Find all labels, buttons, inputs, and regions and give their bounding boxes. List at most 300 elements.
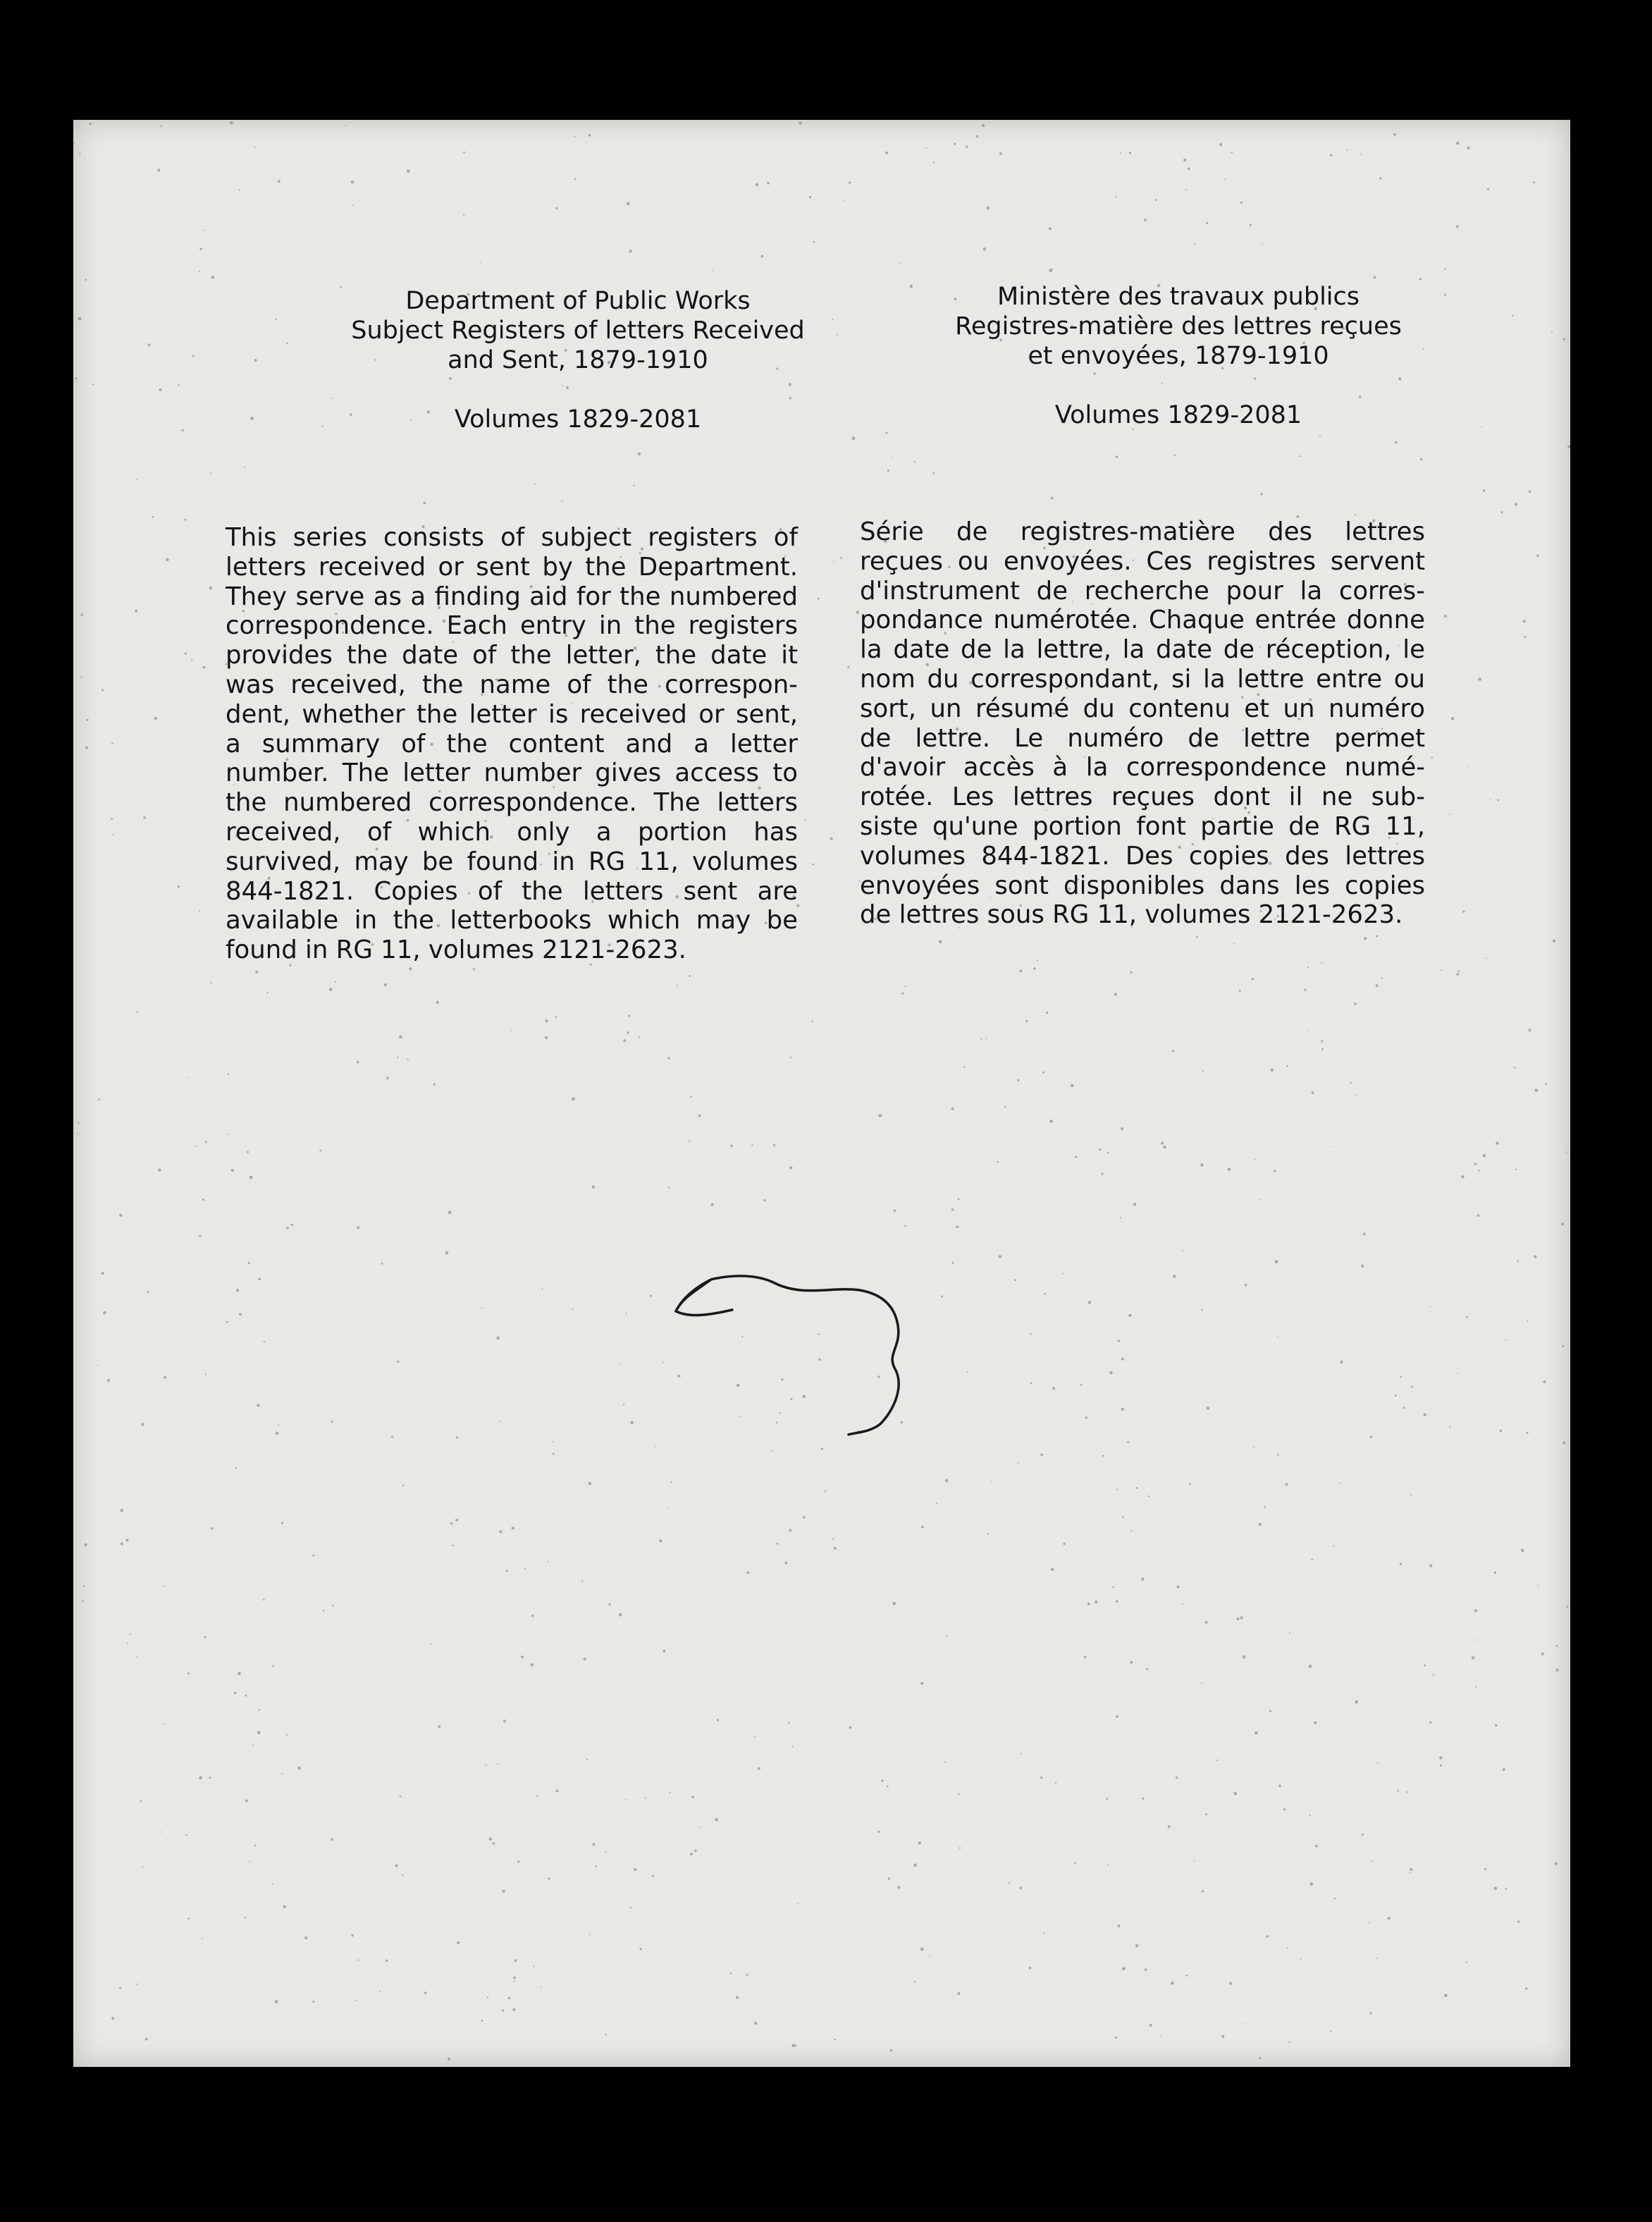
paper-speck bbox=[1207, 1406, 1210, 1410]
paper-speck bbox=[634, 1868, 636, 1871]
paper-speck bbox=[1498, 799, 1500, 802]
paper-speck bbox=[119, 1214, 122, 1217]
paper-speck bbox=[1314, 1721, 1317, 1724]
paper-speck bbox=[160, 125, 161, 127]
paper-speck bbox=[1200, 1163, 1203, 1166]
paper-speck bbox=[628, 1014, 630, 1017]
french-header bbox=[896, 282, 1460, 430]
paper-speck bbox=[1084, 1656, 1086, 1658]
paper-speck bbox=[951, 1208, 954, 1210]
paper-speck bbox=[1221, 2035, 1224, 2038]
paper-speck bbox=[506, 1570, 508, 1572]
paper-speck bbox=[1562, 1345, 1564, 1347]
paper-speck bbox=[1334, 1898, 1336, 1900]
paper-speck bbox=[1021, 1753, 1022, 1755]
paper-speck bbox=[548, 1877, 550, 1879]
paper-speck bbox=[958, 1793, 960, 1796]
paper-speck bbox=[630, 1421, 634, 1425]
paper-speck bbox=[384, 983, 387, 986]
paper-speck bbox=[1286, 1065, 1288, 1067]
paper-speck bbox=[1563, 338, 1565, 340]
paper-speck bbox=[987, 1533, 989, 1535]
paper-speck bbox=[730, 1145, 733, 1148]
paper-speck bbox=[85, 279, 87, 281]
paper-speck bbox=[119, 1987, 121, 1989]
paper-speck bbox=[235, 1467, 238, 1469]
paper-speck bbox=[157, 168, 160, 171]
paper-speck bbox=[1505, 1339, 1507, 1341]
paper-speck bbox=[1176, 1776, 1178, 1779]
paper-speck bbox=[1515, 1169, 1517, 1170]
french-body-line: d'instrument de recherche pour la corres- bbox=[860, 576, 1425, 606]
paper-speck bbox=[355, 2000, 357, 2001]
paper-speck bbox=[1044, 1293, 1046, 1295]
paper-speck bbox=[541, 1289, 543, 1290]
paper-speck bbox=[920, 1948, 924, 1951]
paper-speck bbox=[402, 1874, 403, 1876]
paper-speck bbox=[1481, 426, 1482, 428]
paper-speck bbox=[885, 152, 888, 154]
paper-speck bbox=[1315, 1845, 1318, 1848]
paper-speck bbox=[1444, 615, 1447, 618]
paper-speck bbox=[958, 1992, 961, 1995]
document-page bbox=[73, 120, 1570, 2067]
paper-speck bbox=[1274, 1170, 1276, 1172]
paper-speck bbox=[481, 2020, 483, 2022]
paper-speck bbox=[689, 975, 691, 977]
paper-speck bbox=[1494, 1886, 1498, 1890]
paper-speck bbox=[397, 1361, 399, 1363]
paper-speck bbox=[263, 1599, 265, 1601]
paper-speck bbox=[811, 1021, 813, 1023]
french-body-line: la date de la lettre, la date de réception, le bbox=[860, 635, 1425, 665]
paper-speck bbox=[1205, 1621, 1208, 1623]
paper-speck bbox=[1462, 911, 1465, 913]
paper-speck bbox=[754, 2022, 757, 2025]
paper-speck bbox=[645, 1797, 646, 1798]
paper-speck bbox=[286, 1227, 288, 1229]
paper-speck bbox=[677, 985, 678, 986]
paper-speck bbox=[1307, 1031, 1308, 1033]
paper-speck bbox=[228, 1073, 230, 1075]
paper-speck bbox=[291, 1224, 294, 1227]
paper-speck bbox=[1183, 159, 1186, 161]
paper-speck bbox=[1116, 1715, 1118, 1718]
paper-speck bbox=[1172, 1050, 1174, 1052]
french-body-line: siste qu'une portion font partie de RG 11, bbox=[860, 811, 1425, 841]
paper-speck bbox=[195, 1146, 197, 1147]
paper-speck bbox=[450, 1522, 453, 1525]
paper-speck bbox=[785, 1561, 788, 1564]
paper-speck bbox=[1515, 503, 1517, 505]
paper-speck bbox=[555, 207, 557, 209]
paper-speck bbox=[1130, 1530, 1132, 1532]
paper-speck bbox=[1379, 177, 1381, 179]
paper-speck bbox=[777, 1543, 779, 1545]
paper-speck bbox=[351, 1934, 353, 1936]
paper-speck bbox=[1106, 1798, 1108, 1800]
paper-speck bbox=[983, 247, 987, 251]
paper-speck bbox=[400, 1796, 402, 1798]
english-header-line: and Sent, 1879-1910 bbox=[448, 346, 708, 374]
paper-speck bbox=[209, 587, 212, 589]
paper-speck bbox=[1543, 1380, 1546, 1383]
paper-speck bbox=[1130, 971, 1132, 974]
paper-speck bbox=[627, 1031, 629, 1033]
paper-speck bbox=[1300, 1958, 1301, 1960]
paper-speck bbox=[763, 1199, 765, 1201]
paper-speck bbox=[158, 1168, 161, 1172]
paper-speck bbox=[1071, 1084, 1074, 1088]
paper-speck bbox=[843, 200, 844, 202]
paper-speck bbox=[629, 251, 631, 252]
paper-speck bbox=[1278, 1784, 1281, 1787]
paper-speck bbox=[455, 1518, 458, 1521]
paper-speck bbox=[239, 190, 240, 191]
french-header-line: Ministère des travaux publics bbox=[997, 283, 1360, 311]
paper-speck bbox=[1196, 936, 1198, 938]
paper-speck bbox=[1085, 1417, 1087, 1419]
paper-speck bbox=[249, 1860, 251, 1862]
paper-speck bbox=[849, 1726, 852, 1729]
paper-speck bbox=[164, 1724, 165, 1725]
paper-speck bbox=[1224, 178, 1226, 180]
paper-speck bbox=[986, 1038, 987, 1040]
paper-speck bbox=[234, 1692, 237, 1695]
paper-speck bbox=[496, 1337, 500, 1340]
paper-speck bbox=[639, 1948, 641, 1950]
paper-speck bbox=[1194, 1860, 1195, 1862]
paper-speck bbox=[933, 472, 935, 474]
paper-speck bbox=[1271, 1069, 1274, 1072]
paper-speck bbox=[939, 940, 942, 944]
paper-speck bbox=[407, 169, 410, 173]
paper-speck bbox=[514, 1959, 517, 1962]
paper-speck bbox=[958, 1198, 960, 1201]
paper-speck bbox=[956, 1225, 958, 1228]
paper-speck bbox=[329, 988, 333, 991]
paper-speck bbox=[698, 1115, 701, 1117]
paper-speck bbox=[1240, 202, 1243, 204]
paper-speck bbox=[357, 1061, 359, 1064]
paper-speck bbox=[211, 1527, 214, 1530]
french-body-line: rotée. Les lettres reçues dont il ne sub- bbox=[860, 782, 1425, 812]
paper-speck bbox=[1521, 1549, 1524, 1552]
paper-speck bbox=[121, 1509, 124, 1513]
paper-speck bbox=[521, 1656, 524, 1659]
paper-speck bbox=[572, 1308, 573, 1310]
paper-speck bbox=[1355, 1700, 1359, 1704]
english-body-line: This series consists of subject registers of bbox=[226, 523, 798, 552]
paper-speck bbox=[205, 1141, 207, 1143]
paper-speck bbox=[335, 981, 336, 983]
paper-speck bbox=[1142, 1798, 1144, 1800]
paper-speck bbox=[888, 1877, 890, 1879]
paper-speck bbox=[78, 1122, 80, 1124]
paper-speck bbox=[1562, 1442, 1565, 1444]
paper-speck bbox=[1529, 1029, 1531, 1031]
paper-speck bbox=[1182, 1603, 1183, 1604]
paper-speck bbox=[487, 1996, 488, 1998]
paper-speck bbox=[272, 1665, 274, 1667]
paper-speck bbox=[1261, 493, 1263, 495]
paper-speck bbox=[257, 1731, 261, 1734]
paper-speck bbox=[81, 677, 82, 678]
paper-speck bbox=[255, 971, 258, 974]
paper-speck bbox=[1109, 1371, 1112, 1374]
paper-speck bbox=[754, 1736, 756, 1738]
paper-speck bbox=[572, 1097, 575, 1100]
paper-speck bbox=[966, 145, 968, 148]
paper-speck bbox=[1121, 1127, 1123, 1130]
paper-speck bbox=[166, 558, 169, 562]
paper-speck bbox=[1289, 1633, 1290, 1634]
paper-speck bbox=[894, 1210, 896, 1213]
paper-speck bbox=[510, 1030, 512, 1031]
paper-speck bbox=[1206, 222, 1208, 224]
paper-speck bbox=[1370, 1436, 1372, 1438]
paper-speck bbox=[245, 1917, 246, 1918]
paper-speck bbox=[699, 1827, 701, 1828]
french-body-line: nom du correspondant, si la lettre entre ou bbox=[860, 664, 1425, 694]
paper-speck bbox=[830, 837, 833, 840]
paper-speck bbox=[275, 319, 276, 320]
paper-speck bbox=[920, 1682, 923, 1685]
paper-speck bbox=[407, 1059, 409, 1060]
english-header bbox=[296, 286, 860, 434]
paper-speck bbox=[1556, 1669, 1559, 1671]
paper-speck bbox=[1289, 2042, 1290, 2043]
paper-speck bbox=[395, 1865, 398, 1867]
paper-speck bbox=[448, 1211, 452, 1215]
paper-speck bbox=[662, 1650, 665, 1652]
paper-speck bbox=[639, 1036, 640, 1038]
paper-speck bbox=[799, 122, 802, 125]
paper-speck bbox=[1304, 989, 1306, 991]
paper-speck bbox=[788, 1722, 790, 1724]
french-body-line: envoyées sont disponibles dans les copies bbox=[860, 871, 1425, 900]
paper-speck bbox=[164, 1376, 166, 1379]
paper-speck bbox=[103, 1311, 106, 1315]
paper-speck bbox=[424, 1991, 427, 1994]
paper-speck bbox=[555, 1016, 557, 1018]
paper-speck bbox=[834, 1547, 837, 1549]
paper-speck bbox=[545, 1019, 548, 1022]
paper-speck bbox=[670, 1792, 671, 1793]
paper-speck bbox=[1255, 1159, 1256, 1160]
paper-speck bbox=[77, 1134, 78, 1135]
paper-speck bbox=[205, 1373, 207, 1375]
paper-speck bbox=[936, 1502, 937, 1504]
paper-speck bbox=[1364, 937, 1367, 940]
paper-speck bbox=[226, 1321, 228, 1323]
paper-speck bbox=[1354, 1002, 1357, 1005]
paper-speck bbox=[1376, 984, 1379, 987]
paper-speck bbox=[1129, 152, 1131, 154]
paper-speck bbox=[202, 1938, 203, 1939]
paper-speck bbox=[278, 1424, 279, 1425]
paper-speck bbox=[1381, 977, 1383, 978]
paper-speck bbox=[199, 910, 200, 911]
paper-speck bbox=[1234, 943, 1235, 945]
paper-speck bbox=[1309, 1664, 1312, 1668]
paper-speck bbox=[1128, 1314, 1131, 1317]
paper-speck bbox=[83, 1585, 85, 1588]
paper-speck bbox=[431, 1643, 432, 1645]
paper-speck bbox=[892, 1602, 896, 1605]
paper-speck bbox=[1040, 1454, 1043, 1456]
paper-speck bbox=[535, 484, 536, 485]
paper-speck bbox=[710, 1203, 713, 1206]
paper-speck bbox=[605, 2034, 607, 2035]
paper-speck bbox=[391, 1436, 393, 1438]
paper-speck bbox=[87, 719, 89, 721]
paper-speck bbox=[1050, 269, 1053, 271]
paper-speck bbox=[499, 1530, 502, 1533]
paper-speck bbox=[463, 214, 464, 216]
paper-speck bbox=[914, 461, 916, 462]
paper-speck bbox=[1148, 1495, 1149, 1497]
paper-speck bbox=[147, 1291, 149, 1293]
paper-speck bbox=[655, 1446, 656, 1447]
paper-speck bbox=[1283, 1808, 1286, 1810]
paper-speck bbox=[187, 1917, 190, 1920]
paper-speck bbox=[137, 1011, 139, 1013]
paper-speck bbox=[245, 1695, 247, 1697]
paper-speck bbox=[75, 377, 77, 379]
paper-speck bbox=[541, 1987, 542, 1988]
paper-speck bbox=[1534, 1088, 1538, 1092]
paper-speck bbox=[545, 1036, 548, 1039]
paper-speck bbox=[1201, 1683, 1202, 1684]
paper-speck bbox=[81, 614, 83, 616]
paper-speck bbox=[650, 1295, 652, 1297]
paper-speck bbox=[259, 1710, 261, 1712]
paper-speck bbox=[1340, 1361, 1343, 1363]
paper-speck bbox=[1369, 1922, 1370, 1924]
english-body-line: letters received or sent by the Department. bbox=[226, 552, 798, 582]
paper-speck bbox=[691, 1796, 694, 1799]
paper-speck bbox=[121, 1542, 123, 1545]
paper-speck bbox=[1275, 1260, 1278, 1263]
paper-speck bbox=[1517, 1920, 1520, 1922]
paper-speck bbox=[803, 1516, 806, 1519]
paper-speck bbox=[1229, 1982, 1232, 1985]
paper-speck bbox=[486, 1764, 487, 1766]
paper-speck bbox=[278, 180, 281, 183]
paper-speck bbox=[203, 666, 206, 669]
paper-speck bbox=[1490, 799, 1491, 801]
paper-speck bbox=[1309, 1815, 1311, 1816]
paper-speck bbox=[79, 153, 80, 154]
paper-speck bbox=[623, 1404, 624, 1405]
paper-speck bbox=[1101, 1173, 1103, 1175]
paper-speck bbox=[480, 262, 481, 263]
french-body-line: Série de registres-matière des lettres bbox=[860, 517, 1425, 546]
paper-speck bbox=[423, 502, 426, 505]
paper-speck bbox=[1074, 1862, 1076, 1864]
paper-speck bbox=[629, 250, 632, 253]
paper-speck bbox=[1403, 1407, 1405, 1409]
paper-speck bbox=[925, 147, 927, 149]
paper-speck bbox=[901, 993, 904, 995]
paper-speck bbox=[1286, 1483, 1288, 1486]
paper-speck bbox=[897, 1886, 900, 1889]
paper-speck bbox=[111, 742, 113, 744]
english-body-line: a summary of the content and a letter bbox=[226, 729, 798, 759]
paper-speck bbox=[386, 1960, 388, 1962]
paper-speck bbox=[1055, 1782, 1056, 1784]
english-body-line: number. The letter number gives access to bbox=[226, 759, 798, 788]
paper-speck bbox=[1194, 243, 1195, 245]
paper-speck bbox=[331, 1420, 333, 1423]
paper-speck bbox=[1042, 1072, 1044, 1074]
paper-speck bbox=[1440, 1764, 1442, 1767]
paper-speck bbox=[154, 717, 157, 720]
paper-speck bbox=[1046, 1012, 1048, 1014]
paper-speck bbox=[818, 598, 820, 600]
paper-speck bbox=[945, 1479, 949, 1483]
paper-speck bbox=[1500, 511, 1503, 513]
paper-speck bbox=[211, 982, 212, 983]
paper-speck bbox=[736, 1996, 739, 1999]
paper-speck bbox=[452, 1545, 454, 1547]
paper-speck bbox=[1049, 1119, 1053, 1123]
paper-speck bbox=[959, 1847, 961, 1848]
paper-speck bbox=[141, 1423, 144, 1425]
paper-speck bbox=[1512, 314, 1513, 316]
paper-speck bbox=[438, 1725, 440, 1728]
paper-speck bbox=[1216, 1760, 1218, 1761]
paper-speck bbox=[456, 1437, 458, 1439]
paper-speck bbox=[531, 1614, 534, 1617]
paper-speck bbox=[1121, 1408, 1124, 1411]
paper-speck bbox=[1311, 1559, 1313, 1561]
paper-speck bbox=[746, 1571, 749, 1574]
paper-speck bbox=[1095, 1600, 1097, 1603]
paper-speck bbox=[199, 1776, 202, 1779]
paper-speck bbox=[125, 1539, 128, 1542]
paper-speck bbox=[111, 2017, 114, 2020]
paper-speck bbox=[1155, 199, 1157, 201]
paper-speck bbox=[1245, 1284, 1247, 1287]
paper-speck bbox=[90, 123, 92, 125]
paper-speck bbox=[589, 1934, 591, 1935]
paper-speck bbox=[1051, 1568, 1054, 1571]
paper-speck bbox=[1250, 224, 1252, 226]
paper-speck bbox=[1099, 1148, 1101, 1150]
paper-speck bbox=[1183, 1250, 1184, 1251]
paper-speck bbox=[1307, 966, 1309, 968]
paper-speck bbox=[1185, 1975, 1188, 1977]
paper-speck bbox=[1483, 489, 1486, 492]
paper-speck bbox=[1135, 1944, 1138, 1947]
paper-speck bbox=[112, 834, 113, 835]
paper-speck bbox=[1420, 458, 1422, 460]
paper-speck bbox=[941, 1296, 943, 1298]
paper-speck bbox=[1259, 2057, 1261, 2059]
paper-speck bbox=[1449, 1426, 1450, 1428]
paper-speck bbox=[1467, 147, 1470, 149]
paper-speck bbox=[1362, 1834, 1364, 1836]
paper-speck bbox=[187, 1077, 188, 1079]
paper-speck bbox=[767, 182, 770, 185]
paper-speck bbox=[1451, 717, 1455, 720]
paper-speck bbox=[1374, 276, 1376, 278]
paper-speck bbox=[463, 152, 465, 154]
paper-speck bbox=[1116, 1489, 1118, 1490]
paper-speck bbox=[1533, 181, 1535, 183]
